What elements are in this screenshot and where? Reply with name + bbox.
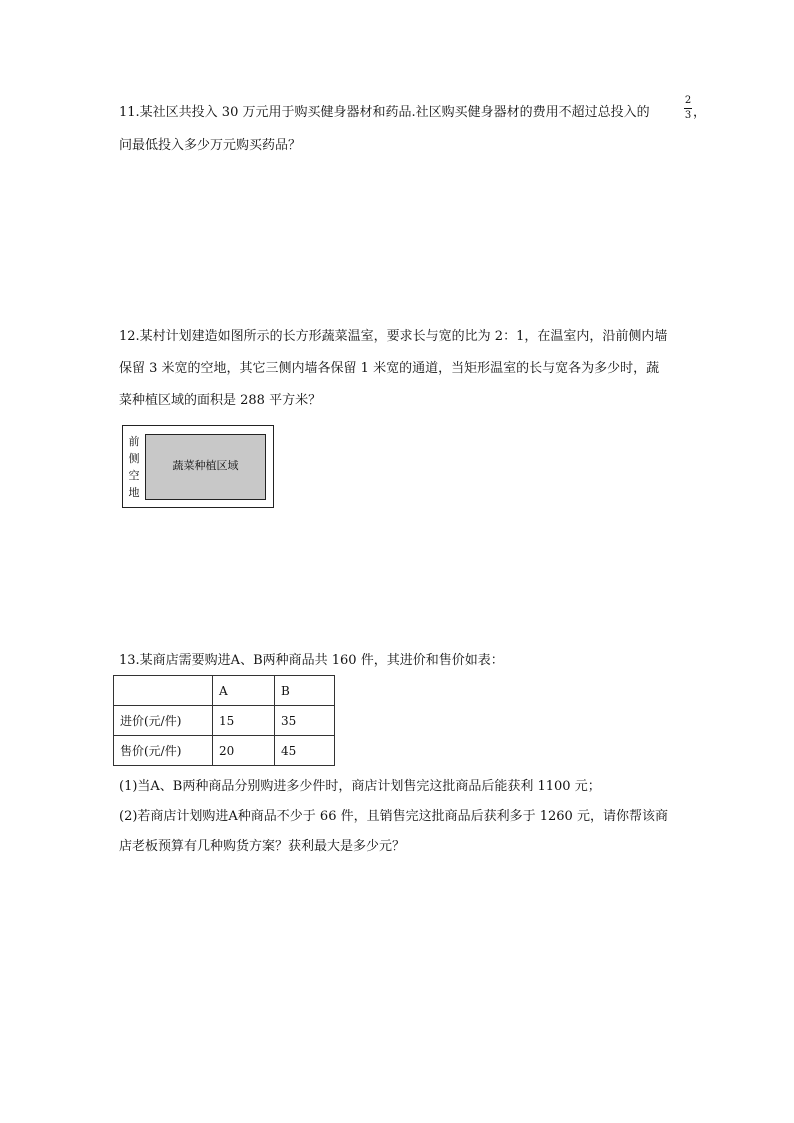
price-table [113,675,335,766]
q12-line-2: 保留 3 米宽的空地，其它三侧内墙各保留 1 米宽的通道，当矩形温室的长与宽各为多少时，蔬 [119,361,660,376]
table-header-row [114,676,335,706]
table-cell: 35 [275,706,335,736]
q11-line-1 [119,104,650,122]
table-row [114,706,335,736]
table-cell: 15 [213,706,275,736]
front-space-char: 侧 [128,452,140,465]
front-space-char: 空 [128,469,140,482]
q11-line-2: 问最低投入多少万元购买药品？ [119,138,302,153]
table-cell: 进价(元/件) [114,706,213,736]
q13-part-1: (1)当A、B两种商品分别购进多少件时，商店计划售完这批商品后能获利 1100 元； [119,779,601,794]
q11-fraction-denominator: 3 [684,110,692,121]
q11-text: 11.某社区共投入 30 万元用于购买健身器材和药品.社区购买健身器材的费用不超过总投入的 [119,105,650,120]
q13-part-2-line-2: 店老板预算有几种购货方案？获利最大是多少元？ [119,839,406,854]
q11-fraction-bar [684,108,692,109]
q11-fraction-numerator: 2 [684,95,692,106]
q13-part-2-line-1: (2)若商店计划购进A种商品不少于 66 件，且销售完这批商品后获利多于 1260 元，请你帮该商 [119,809,668,824]
q13-intro: 13.某商店需要购进A、B两种商品共 160 件，其进价和售价如表： [119,653,504,668]
q12-line-1: 12.某村计划建造如图所示的长方形蔬菜温室，要求长与宽的比为 2：1，在温室内，沿前侧内墙 [119,329,668,344]
table-cell: 20 [213,736,275,766]
q12-line-3: 菜种植区域的面积是 288 平方米？ [119,393,322,408]
front-space-char: 地 [128,486,140,499]
table-cell: A [213,676,275,706]
q11-line-1-tail: ， [693,105,707,120]
table-cell: B [275,676,335,706]
table-row [114,736,335,766]
table-cell: 45 [275,736,335,766]
table-cell [114,676,213,706]
planting-area-label: 蔬菜种植区域 [172,459,239,472]
front-space-char: 前 [128,435,140,448]
table-cell: 售价(元/件) [114,736,213,766]
